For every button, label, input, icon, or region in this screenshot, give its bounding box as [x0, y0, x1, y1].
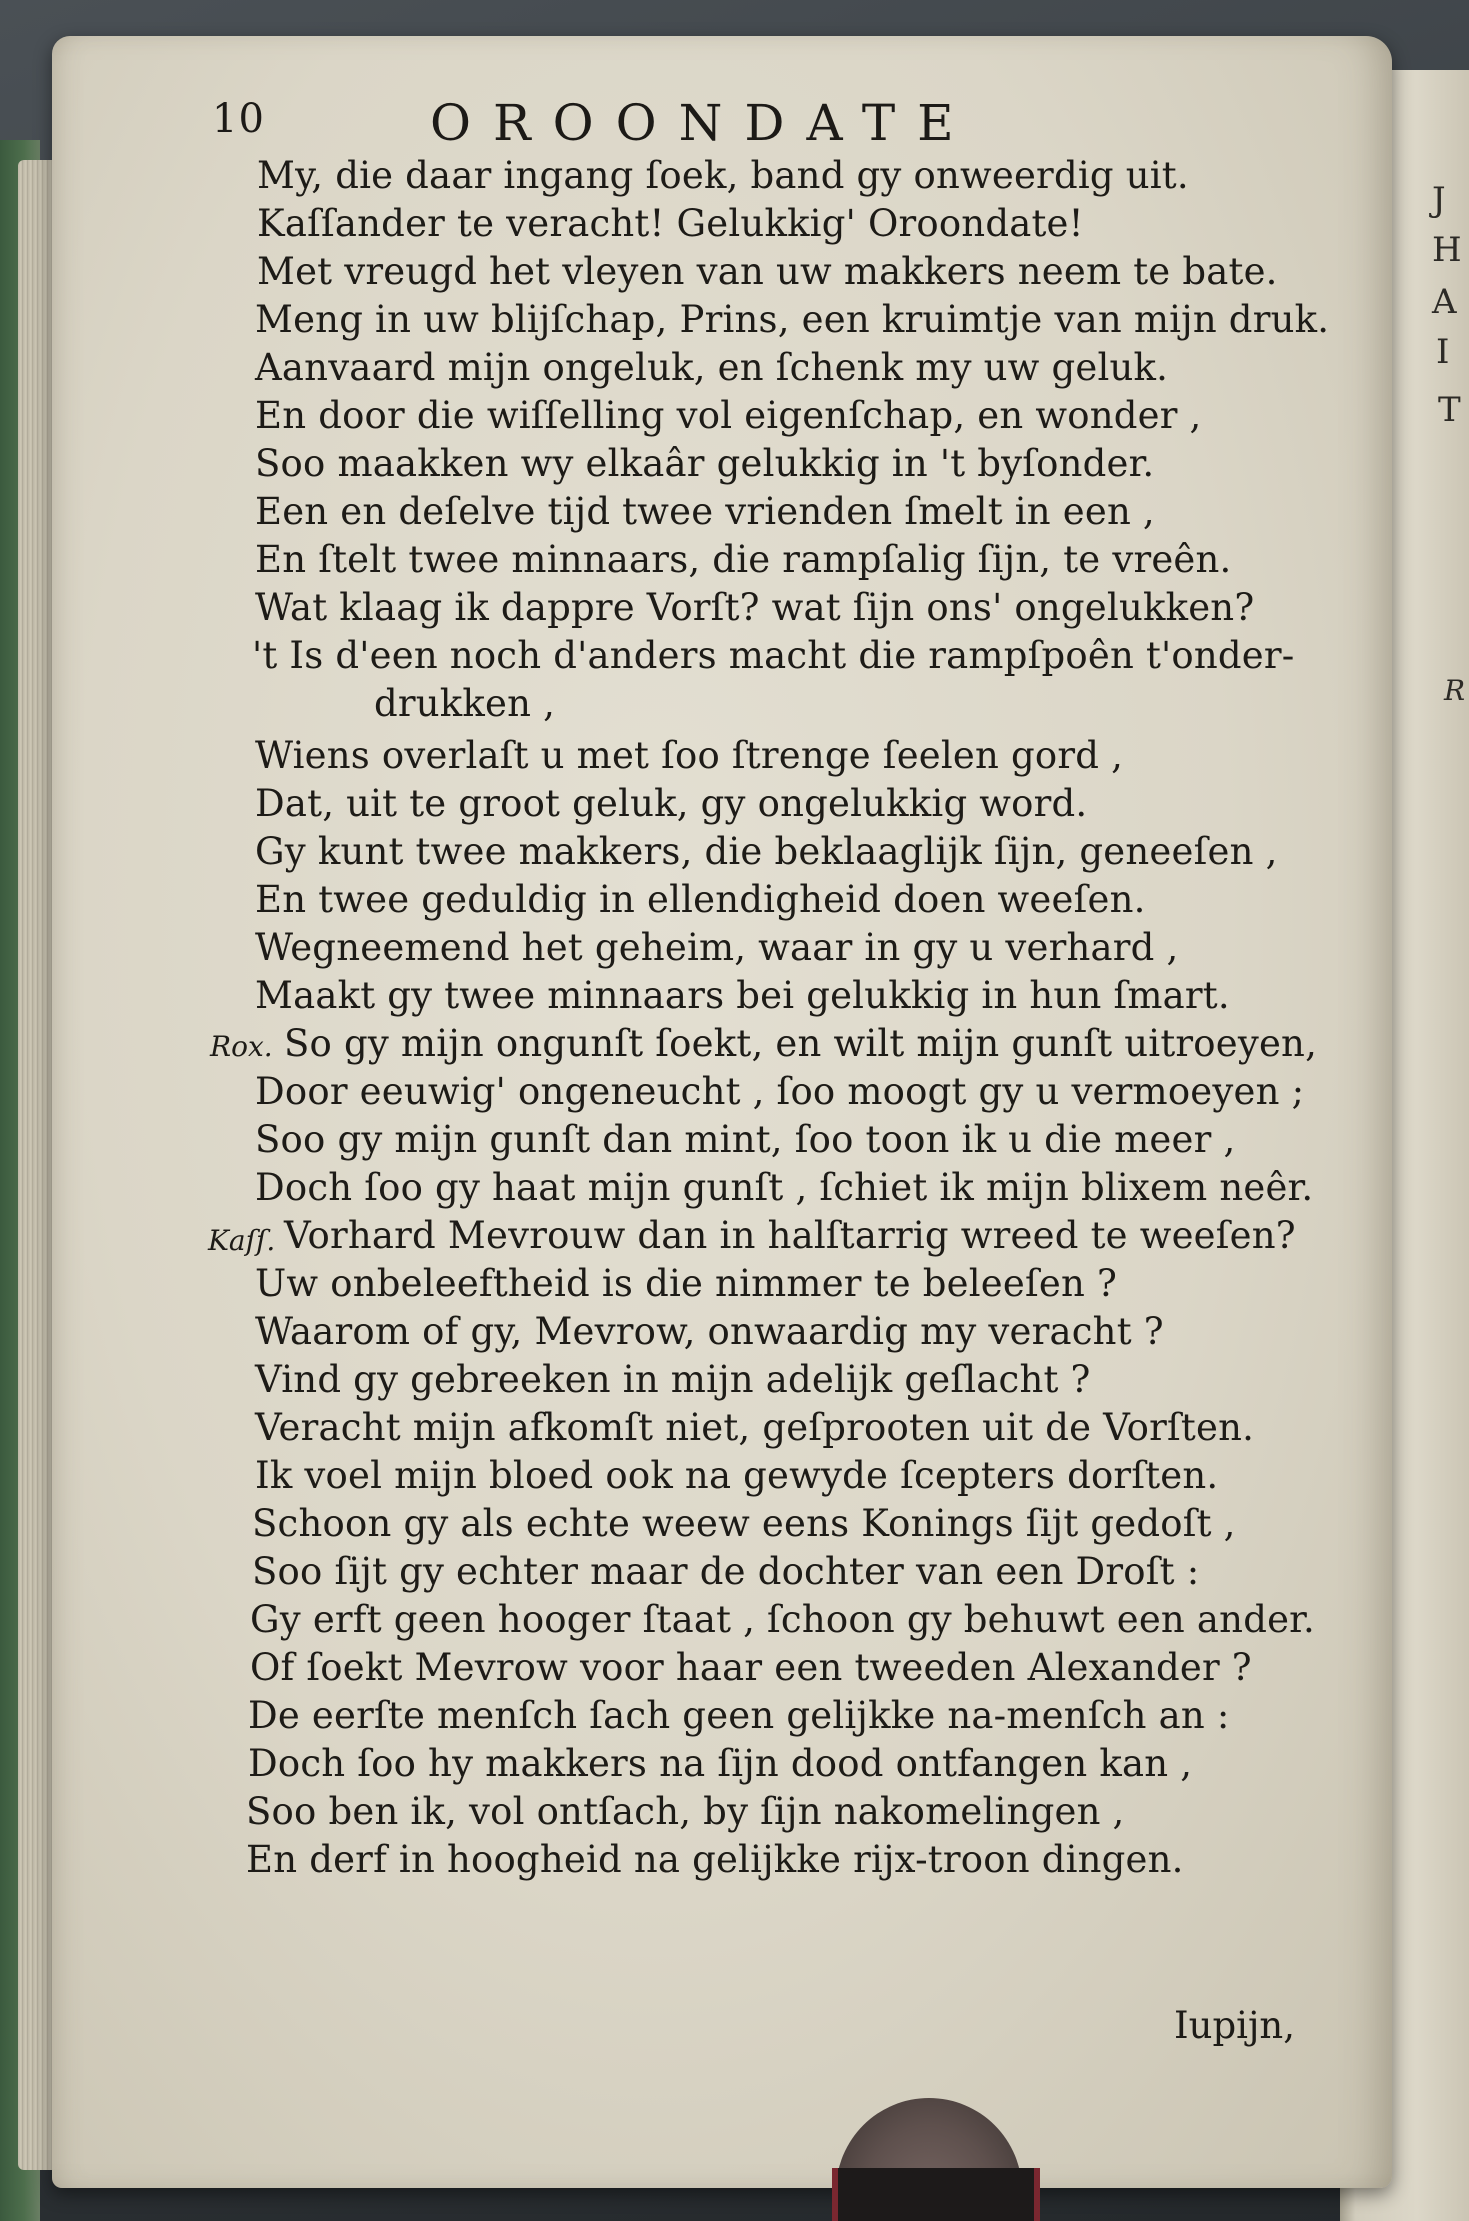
verse-line: 't Is d'een noch d'anders macht die rampſpoên t'onder-	[252, 634, 1295, 677]
verse-line: Soo gy mijn gunſt dan mint, ſoo toon ik u die meer ,	[255, 1118, 1236, 1161]
verse-line: Gy erft geen hooger ſtaat , ſchoon gy behuwt een ander.	[250, 1598, 1315, 1641]
verse-line: Soo ben ik, vol ontſach, by ſijn nakomelingen ,	[246, 1790, 1125, 1833]
facing-page-fragment: A	[1432, 282, 1457, 322]
running-title: OROONDATE	[430, 94, 976, 152]
verse-line: Wegneemend het geheim, waar in gy u verhard ,	[255, 926, 1179, 969]
facing-page-fragment: I	[1436, 332, 1450, 372]
speaker-label-kass: Kaſſ.	[208, 1224, 276, 1257]
verse-line: En door die wiſſelling vol eigenſchap, en wonder ,	[255, 394, 1202, 437]
verse-line: Doch ſoo gy haat mijn gunſt , ſchiet ik mijn blixem neêr.	[255, 1166, 1314, 1209]
verse-line: Veracht mijn afkomſt niet, geſprooten uit de Vorſten.	[255, 1406, 1255, 1449]
verse-line: Soo maakken wy elkaâr gelukkig in 't byſonder.	[255, 442, 1155, 485]
facing-page-fragment: R	[1444, 674, 1466, 707]
verse-line: Of ſoekt Mevrow voor haar een tweeden Alexander ?	[250, 1646, 1252, 1689]
verse-line: Doch ſoo hy makkers na ſijn dood ontfangen kan ,	[248, 1742, 1193, 1785]
verse-line: Aanvaard mijn ongeluk, en ſchenk my uw geluk.	[255, 346, 1169, 389]
verse-line: En derf in hoogheid na gelijkke rijx-troon dingen.	[246, 1838, 1184, 1881]
speaker-label-rox: Rox.	[210, 1030, 273, 1063]
catchword: Iupijn,	[1174, 2004, 1296, 2047]
verse-line: Schoon gy als echte weew eens Konings ſijt gedoſt ,	[252, 1502, 1236, 1545]
verse-line: Uw onbeleeftheid is die nimmer te beleeſen ?	[255, 1262, 1117, 1305]
verse-block	[52, 36, 1392, 2188]
book-page	[52, 36, 1392, 2188]
verse-line: drukken ,	[374, 682, 556, 725]
verse-line: My, die daar ingang ſoek, band gy onweerdig uit.	[257, 154, 1189, 197]
verse-line: Wat klaag ik dappre Vorſt? wat ſijn ons' ongelukken?	[255, 586, 1255, 629]
verse-line: Vind gy gebreeken in mijn adelijk geſlacht ?	[255, 1358, 1091, 1401]
verse-line: Dat, uit te groot geluk, gy ongelukkig word.	[255, 782, 1088, 825]
verse-line: En ſtelt twee minnaars, die rampſalig ſijn, te vreên.	[255, 538, 1232, 581]
verse-line: Meng in uw blijſchap, Prins, een kruimtje van mijn druk.	[255, 298, 1330, 341]
verse-line: Maakt gy twee minnaars bei gelukkig in hun ſmart.	[255, 974, 1230, 1017]
verse-line: Soo ſijt gy echter maar de dochter van een Droſt :	[252, 1550, 1200, 1593]
facing-page-fragment: H	[1432, 230, 1462, 270]
verse-line: So gy mijn ongunſt ſoekt, en wilt mijn gunſt uitroeyen,	[284, 1022, 1318, 1065]
verse-line: Kaſſander te veracht! Gelukkig' Oroondate!	[257, 202, 1084, 245]
verse-line: De eerſte menſch ſach geen gelijkke na-menſch an :	[248, 1694, 1230, 1737]
verse-line: Met vreugd het vleyen van uw makkers neem te bate.	[257, 250, 1278, 293]
facing-page-fragment: T	[1438, 390, 1461, 430]
facing-page-fragment: J	[1432, 180, 1446, 220]
verse-line: Waarom of gy, Mevrow, onwaardig my veracht ?	[255, 1310, 1164, 1353]
verse-line: En twee geduldig in ellendigheid doen weeſen.	[255, 878, 1146, 921]
verse-line: Vorhard Mevrouw dan in halſtarrig wreed te weeſen?	[284, 1214, 1296, 1257]
verse-line: Ik voel mijn bloed ook na gewyde ſcepters dorſten.	[255, 1454, 1219, 1497]
verse-line: Door eeuwig' ongeneucht , ſoo moogt gy u vermoeyen ;	[255, 1070, 1305, 1113]
verse-line: Gy kunt twee makkers, die beklaaglijk ſijn, geneeſen ,	[255, 830, 1278, 873]
page-number: 10	[212, 96, 265, 142]
verse-line: Een en deſelve tijd twee vrienden ſmelt in een ,	[255, 490, 1155, 533]
verse-line: Wiens overlaſt u met ſoo ſtrenge ſeelen gord ,	[255, 734, 1124, 777]
book-clip	[832, 2168, 1040, 2221]
